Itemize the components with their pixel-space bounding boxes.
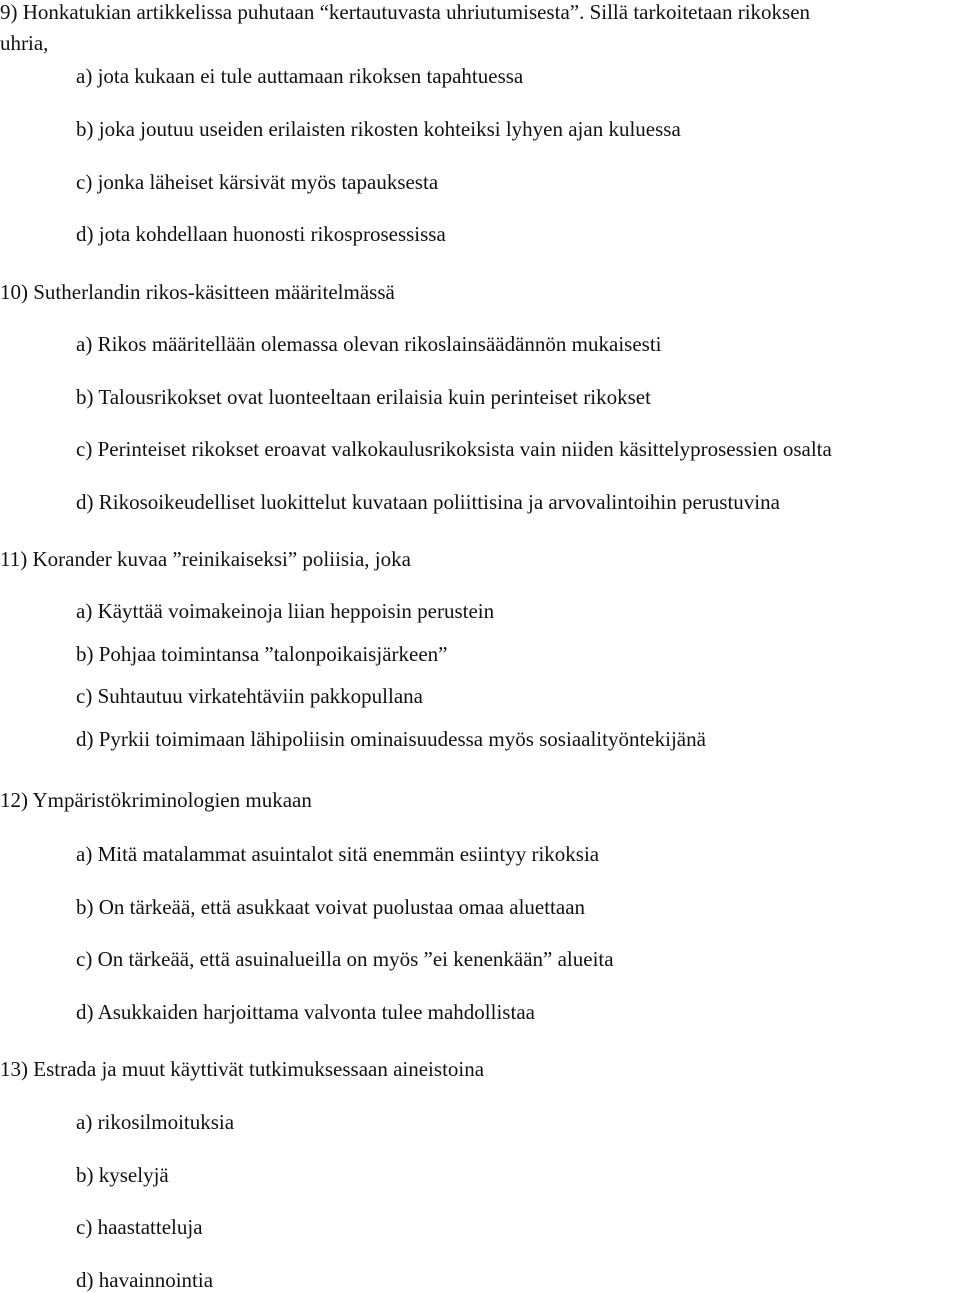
question-11-option-c: c) Suhtautuu virkatehtäviin pakkopullana	[76, 684, 423, 708]
question-12-option-c: c) On tärkeää, että asuinalueilla on myös ”ei kenenkään” alueita	[76, 947, 614, 971]
question-13-option-b: b) kyselyjä	[76, 1163, 169, 1187]
question-11-option-b: b) Pohjaa toimintansa ”talonpoikaisjärkeen”	[76, 642, 448, 666]
question-10-option-c: c) Perinteiset rikokset eroavat valkokaulusrikoksista vain niiden käsittelyprosessien osalta	[76, 437, 832, 461]
question-10-option-a: a) Rikos määritellään olemassa olevan rikoslainsäädännön mukaisesti	[76, 332, 662, 356]
question-12-option-a: a) Mitä matalammat asuintalot sitä enemmän esiintyy rikoksia	[76, 842, 600, 866]
question-13-option-c: c) haastatteluja	[76, 1215, 203, 1239]
question-13-option-d: d) havainnointia	[76, 1268, 214, 1292]
question-10-option-d: d) Rikosoikeudelliset luokittelut kuvataan poliittisina ja arvovalintoihin perustuvina	[76, 490, 780, 514]
question-9-option-b: b) joka joutuu useiden erilaisten rikosten kohteiksi lyhyen ajan kuluessa	[76, 117, 681, 141]
question-12-stem: 12) Ympäristökriminologien mukaan	[0, 788, 312, 812]
question-12-option-d: d) Asukkaiden harjoittama valvonta tulee mahdollistaa	[76, 1000, 535, 1024]
question-13-stem: 13) Estrada ja muut käyttivät tutkimuksessaan aineistoina	[0, 1057, 485, 1081]
question-11-option-a: a) Käyttää voimakeinoja liian heppoisin perustein	[76, 599, 495, 623]
question-9-stem-line-1: 9) Honkatukian artikkelissa puhutaan “kertautuvasta uhriutumisesta”. Sillä tarkoitetaan rikoksen	[0, 0, 811, 24]
question-11-stem: 11) Korander kuvaa ”reinikaiseksi” poliisia, joka	[0, 547, 411, 571]
question-9-option-c: c) jonka läheiset kärsivät myös tapauksesta	[76, 170, 439, 194]
question-13-option-a: a) rikosilmoituksia	[76, 1110, 235, 1134]
question-9-stem-line-2: uhria,	[0, 31, 49, 55]
question-10-option-b: b) Talousrikokset ovat luonteeltaan erilaisia kuin perinteiset rikokset	[76, 385, 651, 409]
question-12-option-b: b) On tärkeää, että asukkaat voivat puolustaa omaa aluettaan	[76, 895, 586, 919]
question-9-option-d: d) jota kohdellaan huonosti rikosprosessissa	[76, 222, 446, 246]
question-9-option-a: a) jota kukaan ei tule auttamaan rikoksen tapahtuessa	[76, 64, 524, 88]
question-11-option-d: d) Pyrkii toimimaan lähipoliisin ominaisuudessa myös sosiaalityöntekijänä	[76, 727, 706, 751]
question-10-stem: 10) Sutherlandin rikos-käsitteen määritelmässä	[0, 280, 395, 304]
